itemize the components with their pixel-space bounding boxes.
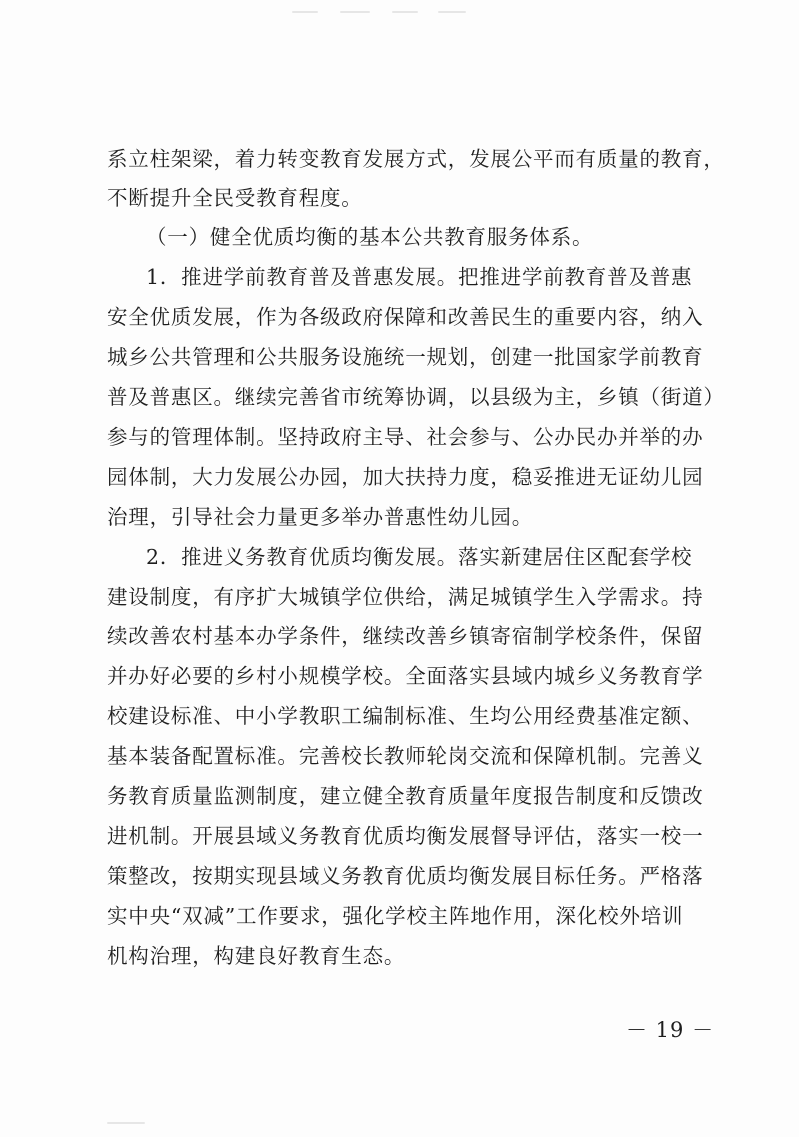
text-line: 不断提升全民受教育程度。 xyxy=(107,186,363,210)
text-line: 安全优质发展，作为各级政府保障和改善民生的重要内容，纳入 xyxy=(107,305,704,329)
scan-mark-top xyxy=(392,11,418,13)
text-line: 实中央“双减”工作要求，强化学校主阵地作用，深化校外培训 xyxy=(107,904,684,928)
text-line: 建设制度，有序扩大城镇学位供给，满足城镇学生入学需求。持 xyxy=(107,585,704,609)
text-line: 基本装备配置标准。完善校长教师轮岗交流和保障机制。完善义 xyxy=(107,744,704,768)
text-line: 城乡公共管理和公共服务设施统一规划，创建一批国家学前教育 xyxy=(107,345,704,369)
scan-mark-top xyxy=(292,11,318,13)
scan-mark-top xyxy=(438,11,466,13)
text-line: 务教育质量监测制度，建立健全教育质量年度报告制度和反馈改 xyxy=(107,784,704,808)
page-number: － 19 － xyxy=(626,1018,715,1042)
text-line: 参与的管理体制。坚持政府主导、社会参与、公办民办并举的办 xyxy=(107,425,704,449)
text-line: 园体制，大力发展公办园，加大扶持力度，稳妥推进无证幼儿园 xyxy=(107,465,704,489)
scan-mark-bottom xyxy=(107,1122,145,1124)
subsection-heading: 2．推进义务教育优质均衡发展。落实新建居住区配套学校 xyxy=(146,545,693,569)
text-line: 续改善农村基本办学条件，继续改善乡镇寄宿制学校条件，保留 xyxy=(107,624,704,648)
text-line: 策整改，按期实现县域义务教育优质均衡发展目标任务。严格落 xyxy=(107,864,704,888)
text-line: 并办好必要的乡村小规模学校。全面落实县域内城乡义务教育学 xyxy=(107,664,704,688)
section-heading: （一）健全优质均衡的基本公共教育服务体系。 xyxy=(146,225,594,249)
text-line: 普及普惠区。继续完善省市统筹协调，以县级为主，乡镇（街道） xyxy=(107,385,725,409)
scan-mark-top xyxy=(340,11,370,13)
subsection-heading: 1．推进学前教育普及普惠发展。把推进学前教育普及普惠 xyxy=(146,265,693,289)
text-line: 机构治理，构建良好教育生态。 xyxy=(107,944,406,968)
text-line: 治理，引导社会力量更多举办普惠性幼儿园。 xyxy=(107,505,533,529)
text-line: 进机制。开展县域义务教育优质均衡发展督导评估，落实一校一 xyxy=(107,824,704,848)
text-line: 校建设标准、中小学教职工编制标准、生均公用经费基准定额、 xyxy=(107,704,704,728)
text-line: 系立柱架梁，着力转变教育发展方式，发展公平而有质量的教育， xyxy=(107,147,725,171)
